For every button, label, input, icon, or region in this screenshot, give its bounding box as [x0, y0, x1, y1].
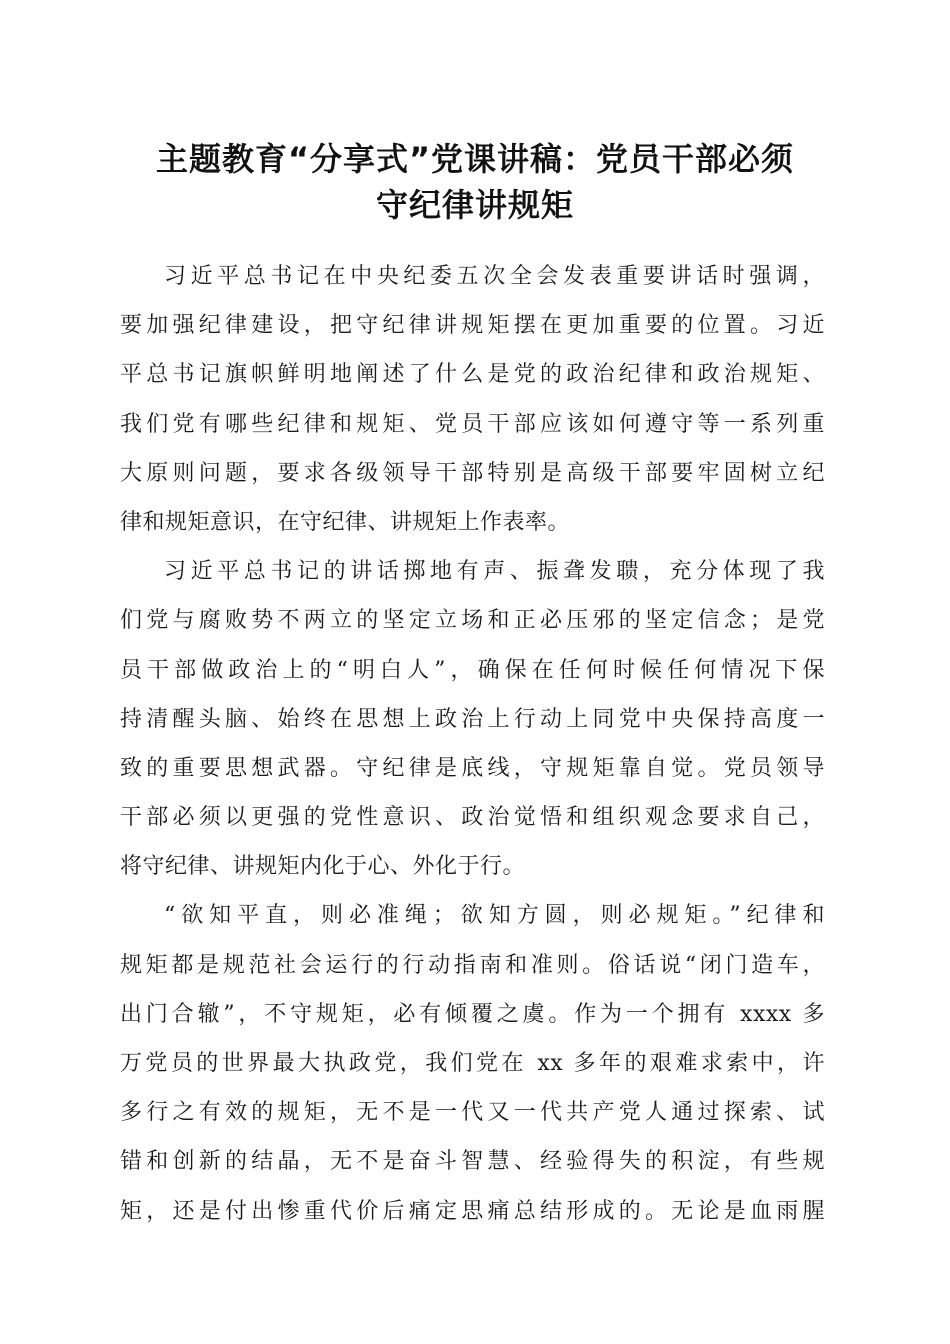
text-line: 员干部做政治上的“明白人”，确保在任何时候任何情况下保	[120, 657, 825, 683]
text-line: 习近平总书记在中央纪委五次全会发表重要讲话时强调，	[164, 264, 825, 289]
text-line: 错和创新的结晶，无不是奋斗智慧、经验得失的积淀，有些规	[120, 1149, 825, 1175]
title-line-1: 主题教育“分享式”党课讲稿：党员干部必须	[155, 140, 795, 178]
text-line: 多行之有效的规矩，无不是一代又一代共产党人通过探索、试	[120, 1100, 825, 1126]
document-title	[110, 136, 840, 228]
text-line: 习近平总书记的讲话掷地有声、振聋发聩，充分体现了我	[164, 559, 825, 585]
text-line: 律和规矩意识，在守纪律、讲规矩上作表率。	[120, 509, 571, 535]
text-line: 要加强纪律建设，把守纪律讲规矩摆在更加重要的位置。习近	[120, 313, 825, 339]
text-line: 干部必须以更强的党性意识、政治觉悟和组织观念要求自己，	[120, 805, 825, 831]
text-line: 持清醒头脑、始终在思想上政治上行动上同党中央保持高度一	[120, 706, 825, 732]
text-line: 万党员的世界最大执政党，我们党在 xx 多年的艰难求索中，许	[120, 1051, 825, 1076]
title-line-2: 守纪律讲规矩	[375, 186, 574, 224]
paragraph-3	[120, 891, 825, 1235]
paragraph-2	[120, 547, 825, 891]
text-line: 们党与腐败势不两立的坚定立场和正必压邪的坚定信念；是党	[120, 608, 825, 634]
text-line: “欲知平直，则必准绳；欲知方圆，则必规矩。”纪律和	[164, 903, 825, 929]
text-line: 平总书记旗帜鲜明地阐述了什么是党的政治纪律和政治规矩、	[120, 362, 825, 388]
text-line: 将守纪律、讲规矩内化于心、外化于行。	[120, 854, 526, 880]
text-line: 矩，还是付出惨重代价后痛定思痛总结形成的。无论是血雨腥	[120, 1198, 825, 1224]
paragraph-1	[120, 252, 825, 547]
text-line: 我们党有哪些纪律和规矩、党员干部应该如何遵守等一系列重	[120, 411, 825, 437]
text-line: 致的重要思想武器。守纪律是底线，守规矩靠自觉。党员领导	[120, 755, 825, 781]
text-line: 规矩都是规范社会运行的行动指南和准则。俗话说“闭门造车，	[120, 952, 825, 978]
document-body	[120, 252, 825, 1236]
text-line: 大原则问题，要求各级领导干部特别是高级干部要牢固树立纪	[120, 460, 825, 486]
text-line: 出门合辙”，不守规矩，必有倾覆之虞。作为一个拥有 xxxx 多	[120, 1001, 825, 1027]
